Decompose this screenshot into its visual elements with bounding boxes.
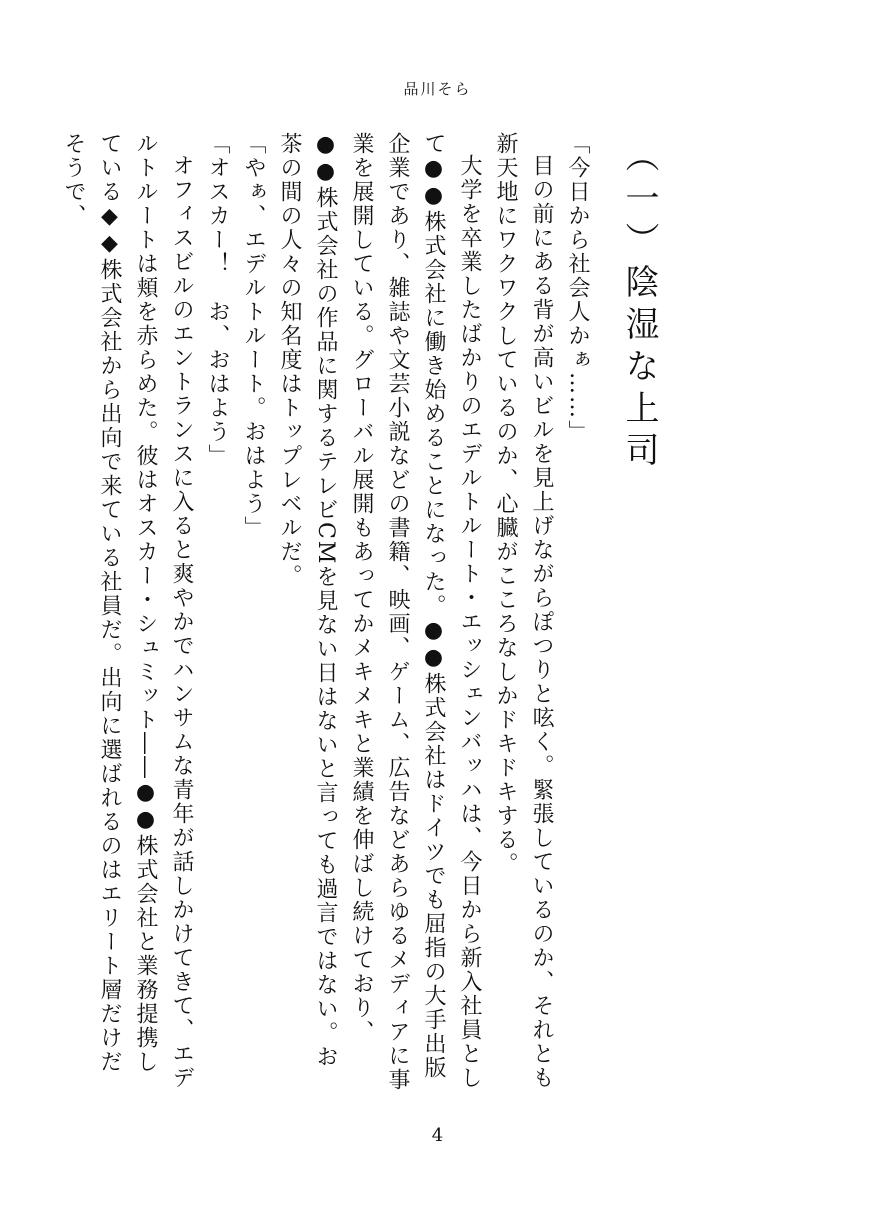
author-header: 品川そら: [403, 80, 472, 98]
paragraph-1: 「今日から社会人かぁ……」: [565, 132, 590, 444]
paragraph-2: 目の前にある背が高いビルを見上げながらぽつりと呟く。緊張しているのか、それとも新天地にワクワクしているのか、心臓がこころなしかドキドキする。: [493, 132, 554, 1090]
paragraph-6: オフィスビルのエントランスに入ると爽やかでハンサムな青年が話しかけてきて、エデルトルートは頬を赤らめた。彼はオスカー・シュミット――●●株式会社と業務提携している◆◆株式会社から出向で来ている社員だ。出向に選ばれるのはエリート層だけだそうで、: [61, 132, 194, 1090]
paragraph-5: 「オスカー！ お、おはよう」: [205, 132, 230, 468]
paragraph-4: 「やぁ、エデルトルート。おはよう」: [241, 132, 266, 540]
chapter-title: （一）陰湿な上司: [619, 138, 659, 474]
page-number: 4: [431, 1125, 444, 1146]
paragraph-3: 大学を卒業したばかりのエデルトルート・エッシェンバッハは、今日から新入社員として●●株式会社に働き始めることになった。●●株式会社はドイツでも屈指の大手出版企業であり、雑誌や文芸小説などの書籍、映画、ゲーム、広告などあらゆるメディアに事業を展開している。グローバル展開もあってかメキメキと業績を伸ばし続けており、●●株式会社の作品に関するテレビCMを見ない日はないと言っても過言ではない。お茶の間の人々の知名度はトップレベルだ。: [277, 132, 482, 1092]
vertical-text-body: [61, 132, 665, 1092]
